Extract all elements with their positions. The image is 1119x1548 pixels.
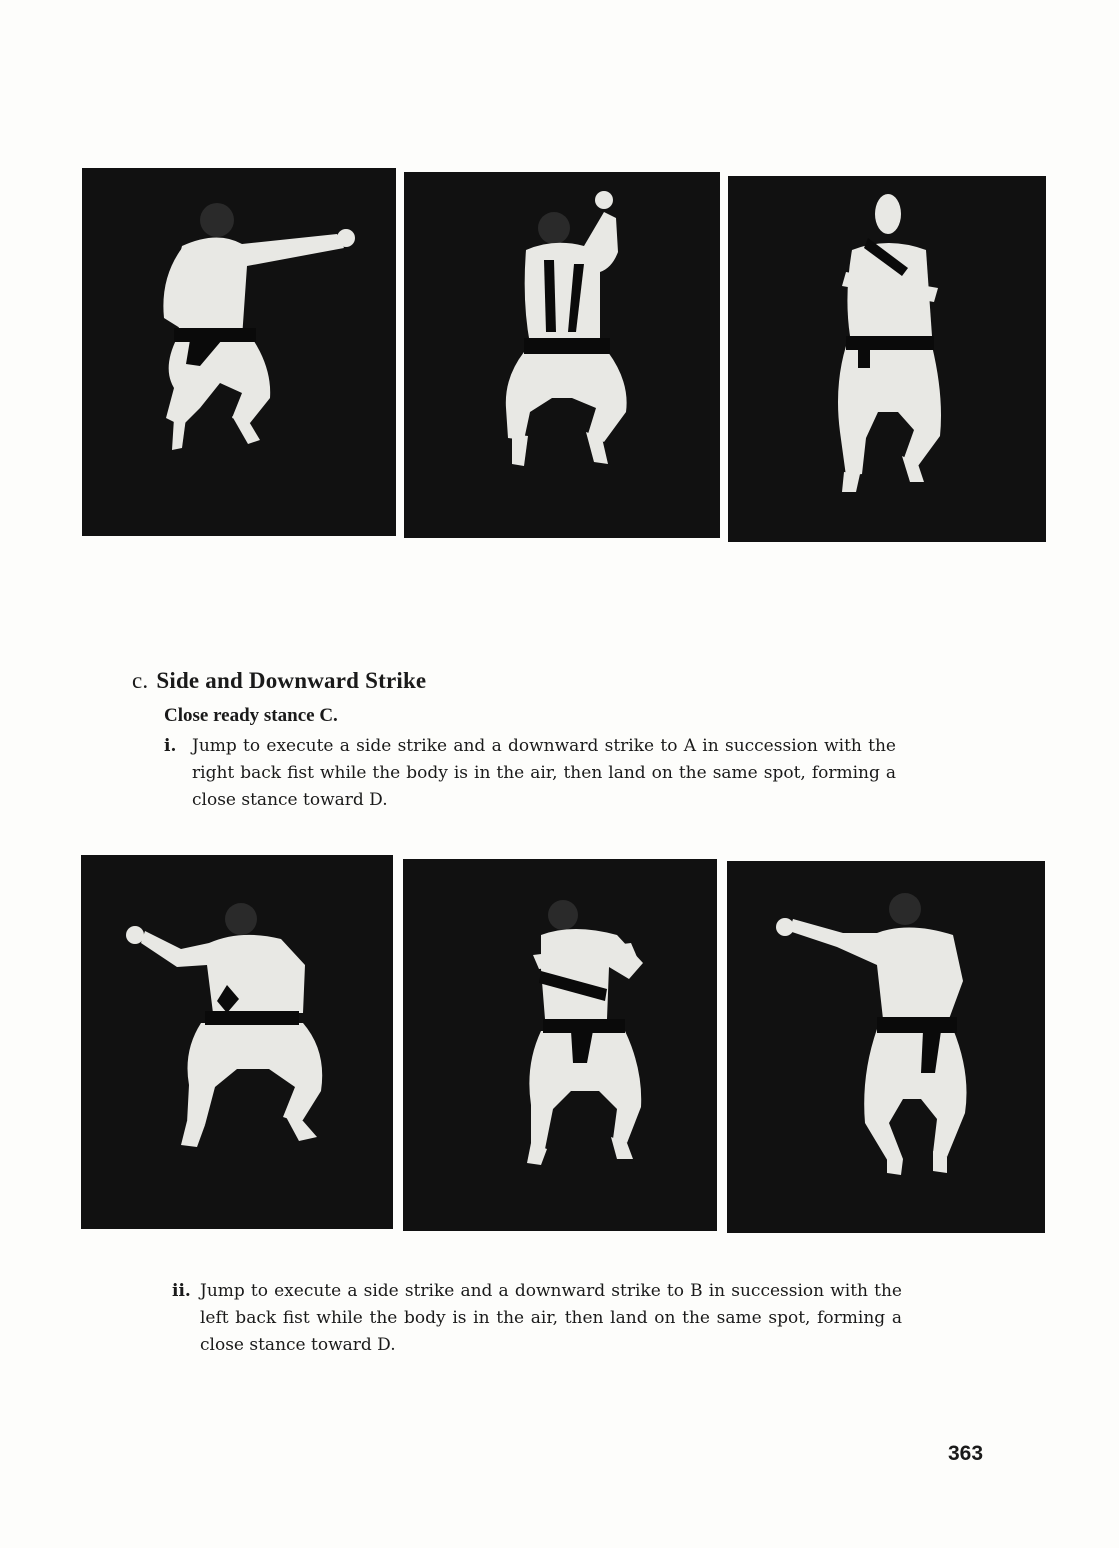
step-number: ii. [172,1281,191,1301]
step-item [164,733,896,814]
photo-row-top [82,166,1046,542]
photo-row-bottom [81,855,1045,1233]
figure-illustration [81,855,393,1229]
photo-jump-side-strike-right [82,168,396,536]
step-text: Jump to execute a side strike and a downward strike to A in succession with the right back fist while the body is in the air, then land on the same spot, forming a close stance toward D. [192,736,896,810]
ready-stance-subhead: Close ready stance C. [164,705,338,726]
figure-illustration [728,176,1046,542]
step-item [172,1278,902,1359]
figure-illustration [403,859,717,1231]
section-title [132,668,426,694]
step-text: Jump to execute a side strike and a downward strike to B in succession with the left back fist while the body is in the air, then land on the same spot, forming a close stance toward D. [200,1281,902,1355]
page-number: 363 [948,1442,984,1465]
photo-jump-downward-strike [728,176,1046,542]
figure-illustration [82,168,396,536]
photo-jump-cross-arms [403,859,717,1231]
figure-illustration [727,861,1045,1233]
photo-jump-raise-fist [404,172,720,538]
figure-illustration [404,172,720,538]
photo-jump-side-strike-left [727,861,1045,1233]
section-title-text: Side and Downward Strike [156,668,427,693]
step-number: i. [164,736,177,756]
section-marker: c. [132,668,149,693]
photo-jump-side-strike-left-prep [81,855,393,1229]
